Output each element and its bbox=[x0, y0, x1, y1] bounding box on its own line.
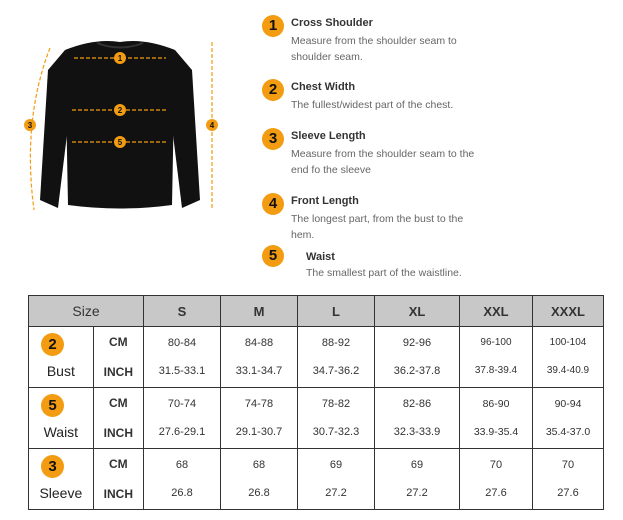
unit-column: CM INCH bbox=[93, 327, 143, 388]
legend-title: Waist bbox=[306, 251, 335, 263]
legend-desc: The smallest part of the waistline. bbox=[306, 267, 462, 279]
row-badge: 5 bbox=[41, 394, 64, 417]
row-name: Bust bbox=[46, 363, 75, 379]
legend-title: Front Length bbox=[291, 195, 359, 207]
legend-badge: 1 bbox=[262, 15, 284, 37]
svg-text:2: 2 bbox=[117, 106, 123, 115]
table-cell: 69 27.2 bbox=[298, 449, 375, 510]
legend-title: Sleeve Length bbox=[291, 130, 366, 142]
table-cell: 74-78 29.1-30.7 bbox=[221, 388, 298, 449]
svg-text:3: 3 bbox=[27, 121, 33, 130]
legend-desc: Measure from the shoulder seam to shoulder seam. bbox=[291, 35, 457, 63]
table-cell: 70-74 27.6-29.1 bbox=[144, 388, 221, 449]
table-cell: 78-82 30.7-32.3 bbox=[298, 388, 375, 449]
row-name: Sleeve bbox=[39, 485, 83, 501]
table-cell: 68 26.8 bbox=[144, 449, 221, 510]
table-cell: 92-96 36.2-37.8 bbox=[375, 327, 460, 388]
legend-desc: The fullest/widest part of the chest. bbox=[291, 99, 454, 111]
legend-desc: The longest part, from the bust to the hem. bbox=[291, 213, 464, 241]
table-cell: 68 26.8 bbox=[221, 449, 298, 510]
figure-marker-5 bbox=[114, 136, 126, 148]
table-row-sleeve bbox=[29, 449, 604, 510]
row-label-sleeve bbox=[29, 449, 94, 510]
unit-column: CM INCH bbox=[93, 449, 143, 510]
row-badge: 3 bbox=[41, 455, 64, 478]
table-row-waist bbox=[29, 388, 604, 449]
sweater-body bbox=[65, 41, 175, 209]
legend-desc: Measure from the shoulder seam to the end fo the sleeve bbox=[291, 148, 475, 176]
row-badge: 2 bbox=[41, 333, 64, 356]
size-l: L bbox=[298, 296, 375, 327]
size-s: S bbox=[144, 296, 221, 327]
row-label-bust bbox=[29, 327, 94, 388]
table-cell: 82-86 32.3-33.9 bbox=[375, 388, 460, 449]
figure-marker-4 bbox=[206, 119, 218, 131]
table-row-bust bbox=[29, 327, 604, 388]
legend-title: Cross Shoulder bbox=[291, 17, 373, 29]
sweater-figure bbox=[0, 0, 260, 240]
figure-marker-1 bbox=[114, 52, 126, 64]
figure-marker-3 bbox=[24, 119, 36, 131]
table-cell: 86-90 33.9-35.4 bbox=[460, 388, 533, 449]
table-cell: 70 27.6 bbox=[460, 449, 533, 510]
figure-marker-2 bbox=[114, 104, 126, 116]
table-cell: 80-84 31.5-33.1 bbox=[144, 327, 221, 388]
legend-badge: 5 bbox=[262, 245, 284, 267]
row-label-waist bbox=[29, 388, 94, 449]
svg-text:4: 4 bbox=[209, 121, 215, 130]
table-cell: 96-100 37.8-39.4 bbox=[460, 327, 533, 388]
legend-title: Chest Width bbox=[291, 81, 356, 93]
table-header-row bbox=[29, 296, 604, 327]
table-cell: 88-92 34.7-36.2 bbox=[298, 327, 375, 388]
size-xxxl: XXXL bbox=[533, 296, 604, 327]
legend-badge: 4 bbox=[262, 193, 284, 215]
size-xxl: XXL bbox=[460, 296, 533, 327]
size-header: Size bbox=[29, 296, 144, 327]
svg-text:1: 1 bbox=[117, 54, 123, 63]
table-cell: 90-94 35.4-37.0 bbox=[533, 388, 604, 449]
size-chart-table bbox=[28, 295, 604, 510]
table-cell: 69 27.2 bbox=[375, 449, 460, 510]
svg-text:5: 5 bbox=[117, 138, 123, 147]
row-name: Waist bbox=[43, 424, 79, 440]
table-cell: 100-104 39.4-40.9 bbox=[533, 327, 604, 388]
table-cell: 70 27.6 bbox=[533, 449, 604, 510]
size-xl: XL bbox=[375, 296, 460, 327]
legend-badge: 2 bbox=[262, 79, 284, 101]
unit-column: CM INCH bbox=[93, 388, 143, 449]
table-cell: 84-88 33.1-34.7 bbox=[221, 327, 298, 388]
size-m: M bbox=[221, 296, 298, 327]
legend-badge: 3 bbox=[262, 128, 284, 150]
